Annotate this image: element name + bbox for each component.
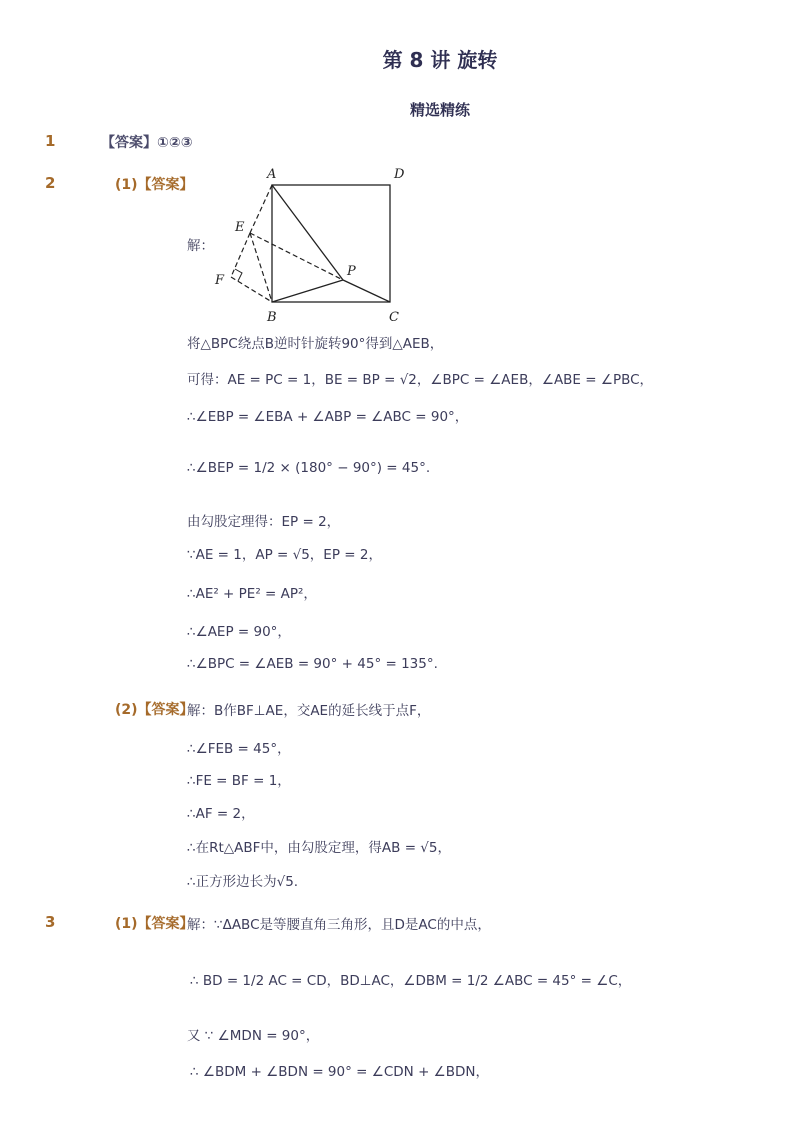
- label-c: C: [389, 310, 399, 325]
- q2-line-7: ∴AE² + PE² = AP²，: [187, 586, 317, 602]
- label-f: F: [215, 273, 225, 288]
- q2-line-4: ∴∠BEP = 1/2 × (180° − 90°) = 45°.: [187, 460, 431, 476]
- q2-part1-tag: (1)【答案】: [115, 177, 194, 193]
- section-subtitle: 精选精练: [409, 101, 470, 119]
- q3-line-4: ∴ ∠BDM + ∠BDN = 90° = ∠CDN + ∠BDN，: [190, 1064, 490, 1080]
- segment-ae: [250, 185, 272, 233]
- segment-pc: [343, 280, 390, 302]
- label-e: E: [235, 220, 245, 235]
- q3-line-3: 又 ∵ ∠MDN = 90°，: [187, 1028, 320, 1044]
- page-title: 第 8 讲 旋转: [382, 48, 498, 72]
- label-a: A: [267, 167, 277, 182]
- segment-ef: [231, 233, 250, 277]
- q2-part2-line-3: ∴FE = BF = 1，: [187, 773, 291, 789]
- q2-part2-line-4: ∴AF = 2，: [187, 806, 255, 822]
- q2-part2-tag: (2)【答案】: [115, 702, 194, 718]
- q2-line-2: 可得：AE = PC = 1，BE = BP = √2，∠BPC = ∠AEB，∠ABE = ∠PBC，: [187, 372, 654, 388]
- geometry-figure: [205, 160, 425, 325]
- q2-solve-label: 解：: [187, 238, 214, 254]
- q2-part2-line-5: ∴在Rt△ABF中，由勾股定理，得AB = √5，: [187, 840, 451, 856]
- square-abcd: [272, 185, 390, 302]
- q2-line-1: 将△BPC绕点B逆时针旋转90°得到△AEB，: [187, 336, 444, 352]
- label-d: D: [394, 167, 405, 182]
- q2-line-5: 由勾股定理得：EP = 2，: [187, 514, 341, 530]
- label-b: B: [267, 310, 277, 325]
- segment-ap: [272, 185, 343, 280]
- segment-eb: [250, 233, 272, 302]
- segment-ep: [250, 233, 343, 280]
- q2-line-9: ∴∠BPC = ∠AEB = 90° + 45° = 135°.: [187, 656, 438, 672]
- question-number-1: 1: [45, 132, 56, 150]
- q2-part2-line-6: ∴正方形边长为√5.: [187, 874, 299, 890]
- q3-line-1: 解：∵ΔABC是等腰直角三角形，且D是AC的中点，: [187, 917, 491, 933]
- q3-line-2: ∴ BD = 1/2 AC = CD，BD⊥AC，∠DBM = 1/2 ∠ABC = 45° = ∠C，: [190, 973, 632, 989]
- question-number-3: 3: [45, 913, 56, 931]
- q2-line-6: ∵AE = 1，AP = √5，EP = 2，: [187, 547, 382, 563]
- q2-part2-line-1: 解：B作BF⊥AE，交AE的延长线于点F，: [187, 703, 431, 719]
- q2-part2-line-2: ∴∠FEB = 45°，: [187, 741, 291, 757]
- label-p: P: [347, 264, 356, 279]
- q3-part1-tag: (1)【答案】: [115, 916, 194, 932]
- segment-bp: [272, 280, 343, 302]
- q2-line-8: ∴∠AEP = 90°，: [187, 624, 291, 640]
- q2-line-3: ∴∠EBP = ∠EBA + ∠ABP = ∠ABC = 90°，: [187, 409, 469, 425]
- q1-answer: 【答案】①②③: [101, 135, 193, 151]
- right-angle-mark: [235, 269, 242, 281]
- question-number-2: 2: [45, 174, 56, 192]
